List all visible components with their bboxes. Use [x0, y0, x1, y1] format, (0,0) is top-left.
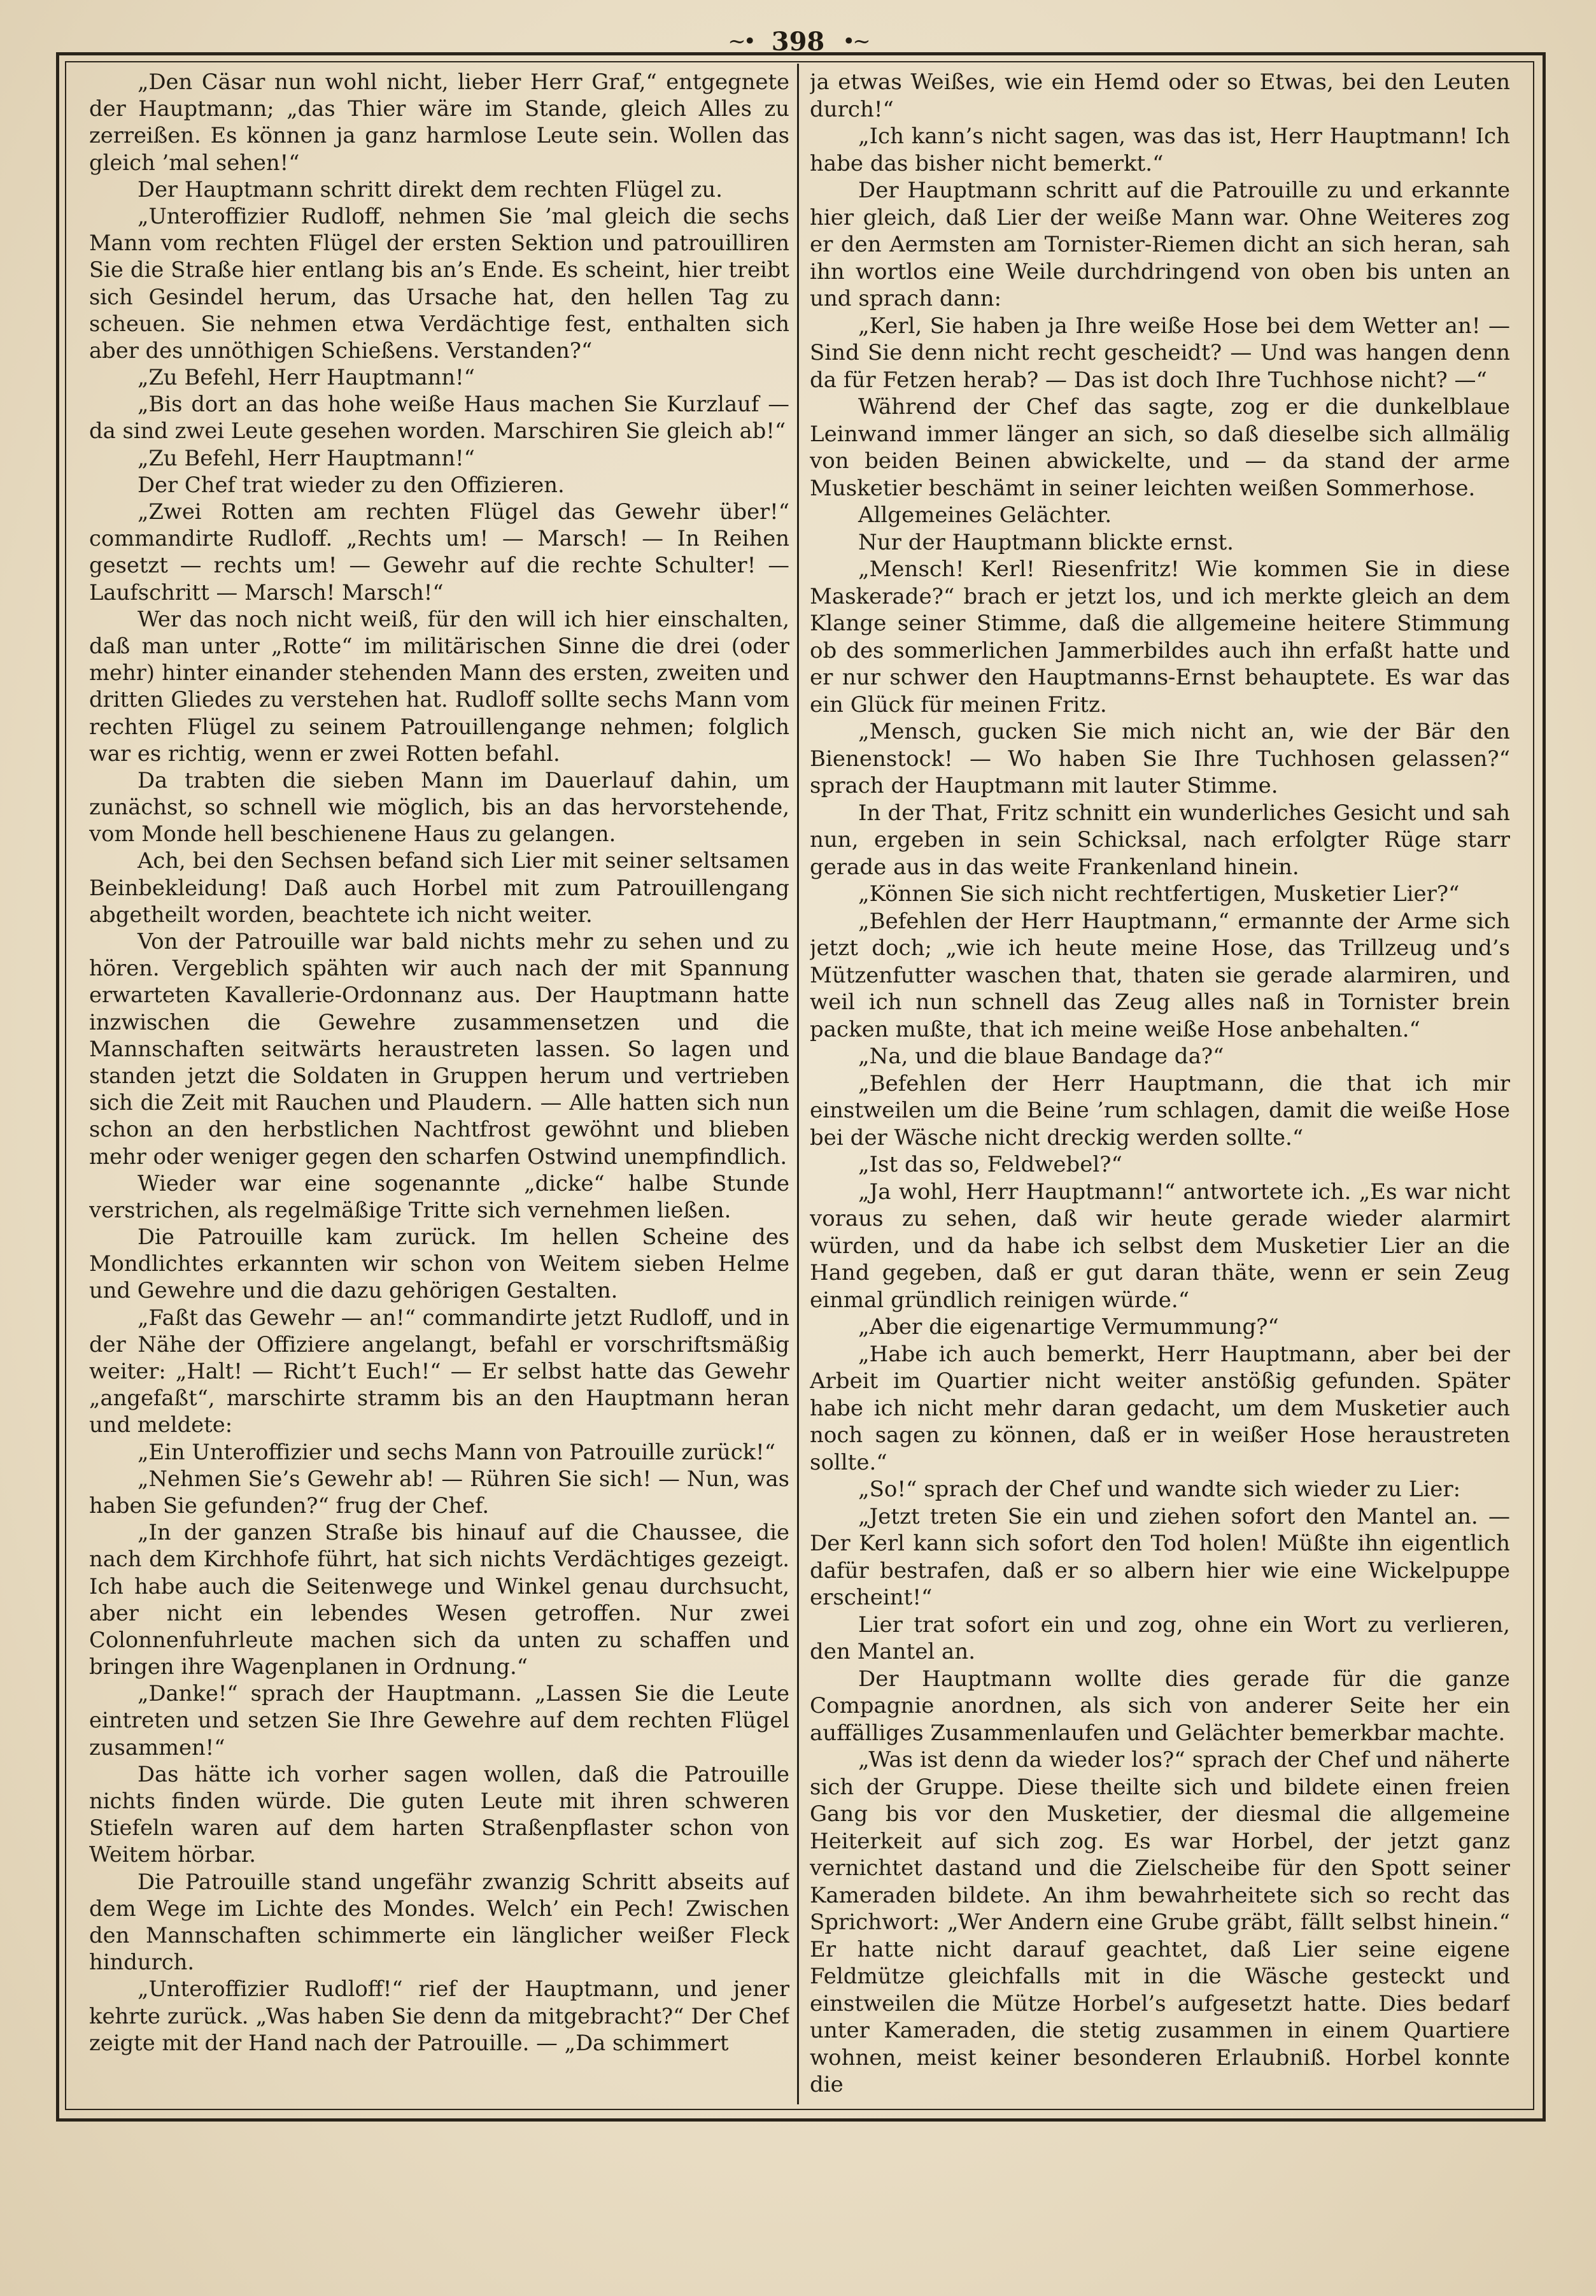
column-divider [797, 64, 799, 2104]
paragraph: Von der Patrouille war bald nichts mehr zu sehen und zu hören. Vergeblich spähten wir auch nach der mit Spannung erwarteten Kavallerie-Ordonnanz aus. Der Hauptmann hatte inzwischen die Gewehre zusammensetzen und die Mannschaften seitwärts heraustreten lassen. So lagen und standen jetzt die Soldaten in Gruppen herum und vertrieben sich die Zeit mit Rauchen und Plaudern. — Alle hatten sich nun schon an den herbstlichen Nachtfrost gewöhnt und blieben mehr oder weniger gegen den scharfen Ostwind unempfindlich. [89, 929, 789, 1169]
paragraph: „Kerl, Sie haben ja Ihre weiße Hose bei dem Wetter an! — Sind Sie denn nicht recht gescheidt? — Und was hangen denn da für Fetzen herab? — Das ist doch Ihre Tuchhose nicht? —“ [810, 313, 1510, 393]
paragraph: Allgemeines Gelächter. [858, 502, 1112, 528]
paragraph: Da trabten die sieben Mann im Dauerlauf dahin, um zunächst, so schnell wie möglich, bis an das hervorstehende, vom Monde hell beschienene Haus zu gelangen. [89, 767, 789, 847]
paragraph: Nur der Hauptmann blickte ernst. [858, 529, 1234, 555]
paragraph: „Zwei Rotten am rechten Flügel das Gewehr über!“ commandirte Rudloff. „Rechts um! — Marsch! — In Reihen gesetzt — rechts um! — Gewehr auf die rechte Schulter! — Laufschritt — Marsch! Marsch!“ [89, 499, 789, 605]
paragraph: „Zu Befehl, Herr Hauptmann!“ [138, 365, 475, 390]
paragraph: „Aber die eigenartige Vermummung?“ [858, 1314, 1279, 1340]
paragraph: „Können Sie sich nicht rechtfertigen, Musketier Lier?“ [858, 881, 1460, 907]
paragraph: Der Chef trat wieder zu den Offizieren. [138, 472, 565, 497]
paragraph: Der Hauptmann schritt auf die Patrouille zu und erkannte hier gleich, daß Lier der weiße Mann war. Ohne Weiteres zog er den Aermsten am Tornister-Riemen dicht an sich heran, sah ihn wortlos eine Weile durchdringend von oben bis unten an und sprach dann: [810, 178, 1510, 311]
paragraph: Wer das noch nicht weiß, für den will ich hier einschalten, daß man unter „Rotte“ im militärischen Sinne die drei (oder mehr) hinter einander stehenden Mann des ersten, zweiten und dritten Gliedes zu verstehen hat. Rudloff sollte sechs Mann vom rechten Flügel zu seinem Patrouillengange nehmen; folglich war es richtig, wenn er zwei Rotten befahl. [89, 606, 789, 766]
paragraph: „Den Cäsar nun wohl nicht, lieber Herr Graf,“ entgegnete der Hauptmann; „das Thier wäre im Stande, gleich Alles zu zerreißen. Es können ja ganz harmlose Leute sein. Wollen das gleich ’mal sehen!“ [89, 69, 789, 175]
paragraph: Der Hauptmann wollte dies gerade für die ganze Compagnie anordnen, als sich von anderer Seite her ein auffälliges Zusammenlaufen und Gelächter bemerkbar machte. [810, 1666, 1510, 1746]
paragraph: „Ja wohl, Herr Hauptmann!“ antwortete ich. „Es war nicht voraus zu sehen, daß wir heute gerade wieder alarmirt würden, und da habe ich selbst dem Musketier Lier an die Hand gegeben, daß er gut daran thäte, wenn er sein Zeug einmal gründlich reinigen würde.“ [810, 1179, 1510, 1313]
paragraph: „Mensch, gucken Sie mich nicht an, wie der Bär den Bienenstock! — Wo haben Sie Ihre Tuchhosen gelassen?“ sprach der Hauptmann mit lauter Stimme. [810, 719, 1510, 798]
ornament-left: ~• [728, 29, 754, 54]
paragraph: „Ich kann’s nicht sagen, was das ist, Herr Hauptmann! Ich habe das bisher nicht bemerkt.“ [810, 124, 1510, 176]
paragraph: „Zu Befehl, Herr Hauptmann!“ [138, 445, 475, 471]
paragraph: „Ist das so, Feldwebel?“ [858, 1152, 1122, 1177]
paragraph: „Mensch! Kerl! Riesenfritz! Wie kommen Sie in diese Maskerade?“ brach er jetzt los, und ich merkte gleich an dem Klange seiner Stimme, daß die allgemeine heitere Stimmung ob des sommerlichen Jammerbildes auch ihn erfaßt hatte und er nur schwer den Hauptmanns-Ernst behauptete. Es war das ein Glück für meinen Fritz. [810, 556, 1510, 718]
paragraph: „In der ganzen Straße bis hinauf auf die Chaussee, die nach dem Kirchhofe führt, hat sich nichts Verdächtiges gezeigt. Ich habe auch die Seitenwege und Winkel genau durchsucht, aber nicht ein lebendes Wesen getroffen. Nur zwei Colonnenfuhrleute machen sich da unten zu schaffen und bringen ihre Wagenplanen in Ordnung.“ [89, 1520, 789, 1680]
paragraph: „Befehlen der Herr Hauptmann, die that ich mir einstweilen um die Beine ’rum schlagen, damit die weiße Hose bei der Wäsche nicht dreckig werden sollte.“ [810, 1070, 1510, 1151]
paragraph: „Faßt das Gewehr — an!“ commandirte jetzt Rudloff, und in der Nähe der Offiziere angelangt, befahl er vorschriftsmäßig weiter: „Halt! — Richt’t Euch!“ — Er selbst hatte das Gewehr „angefaßt“, marschirte stramm bis an den Hauptmann heran und meldete: [89, 1305, 789, 1438]
paragraph: Die Patrouille kam zurück. Im hellen Scheine des Mondlichtes erkannten wir schon von Weitem sieben Helme und Gewehre und die dazu gehörigen Gestalten. [89, 1224, 789, 1303]
left-column [89, 69, 789, 2100]
paragraph: „Was ist denn da wieder los?“ sprach der Chef und näherte sich der Gruppe. Diese theilte sich und bildete einen freien Gang bis vor den Musketier, der diesmal die allgemeine Heiterkeit auf sich zog. Es war Horbel, der jetzt ganz vernichtet dastand und die Zielscheibe für den Spott seiner Kameraden bildete. An ihm bewahrheitete sich so recht das Sprichwort: „Wer Andern eine Grube gräbt, fällt selbst hinein.“ Er hatte nicht darauf geachtet, daß Lier seine eigene Feldmütze gleichfalls mit in die Wäsche gesteckt und einstweilen die Mütze Horbel’s aufgesetzt hatte. Dies bedarf unter Kameraden, die stetig zusammen in einem Quartiere wohnen, meist keiner besonderen Erlaubniß. Horbel konnte die [810, 1747, 1510, 2097]
paragraph: „Bis dort an das hohe weiße Haus machen Sie Kurzlauf — da sind zwei Leute gesehen worden. Marschiren Sie gleich ab!“ [89, 392, 789, 444]
paragraph: „Unteroffizier Rudloff!“ rief der Hauptmann, und jener kehrte zurück. „Was haben Sie denn da mitgebracht?“ Der Chef zeigte mit der Hand nach der Patrouille. — „Da schimmert [89, 1976, 789, 2055]
page-number: 398 [771, 26, 825, 57]
paragraph: Die Patrouille stand ungefähr zwanzig Schritt abseits auf dem Wege im Lichte des Mondes. Welch’ ein Pech! Zwischen den Mannschaften schimmerte ein länglicher weißer Fleck hindurch. [89, 1869, 789, 1975]
paragraph: „So!“ sprach der Chef und wandte sich wieder zu Lier: [858, 1477, 1461, 1502]
paragraph: Das hätte ich vorher sagen wollen, daß die Patrouille nichts finden würde. Die guten Leute mit ihren schweren Stiefeln waren auf dem harten Straßenpflaster schon von Weitem hörbar. [89, 1761, 789, 1867]
paragraph: In der That, Fritz schnitt ein wunderliches Gesicht und sah nun, ergeben in sein Schicksal, nach erfolgter Rüge starr gerade aus in das weite Frankenland hinein. [810, 800, 1510, 880]
paragraph: Lier trat sofort ein und zog, ohne ein Wort zu verlieren, den Mantel an. [810, 1612, 1510, 1664]
paragraph: „Befehlen der Herr Hauptmann,“ ermannte der Arme sich jetzt doch; „wie ich heute meine Hose, das Trillzeug und’s Mützenfutter waschen that, thaten sie gerade alarmiren, und weil ich nun schnell das Zeug alles naß in Tornister brein packen mußte, that ich meine weiße Hose anbehalten.“ [810, 908, 1510, 1042]
paragraph: „Unteroffizier Rudloff, nehmen Sie ’mal gleich die sechs Mann vom rechten Flügel der ersten Sektion und patrouilliren Sie die Straße hier entlang bis an’s Ende. Es scheint, hier treibt sich Gesindel herum, das Ursache hat, den hellen Tag zu scheuen. Sie nehmen etwa Verdächtige fest, enthalten sich aber des unnöthigen Schießens. Verstanden?“ [89, 203, 789, 363]
paragraph: „Danke!“ sprach der Hauptmann. „Lassen Sie die Leute eintreten und setzen Sie Ihre Gewehre auf dem rechten Flügel zusammen!“ [89, 1681, 789, 1760]
paragraph: ja etwas Weißes, wie ein Hemd oder so Etwas, bei den Leuten durch!“ [810, 69, 1510, 122]
paragraph: „Ein Unteroffizier und sechs Mann von Patrouille zurück!“ [138, 1439, 775, 1464]
paragraph: „Jetzt treten Sie ein und ziehen sofort den Mantel an. — Der Kerl kann sich sofort den Tod holen! Müßte ihn eigentlich dafür bestrafen, daß er so albern hier wie eine Wickelpuppe erscheint!“ [810, 1503, 1510, 1610]
paragraph: „Nehmen Sie’s Gewehr ab! — Rühren Sie sich! — Nun, was haben Sie gefunden?“ frug der Chef. [89, 1466, 789, 1518]
paragraph: „Na, und die blaue Bandage da?“ [858, 1044, 1224, 1069]
paragraph: Der Hauptmann schritt direkt dem rechten Flügel zu. [138, 176, 723, 202]
paragraph: Wieder war eine sogenannte „dicke“ halbe Stunde verstrichen, als regelmäßige Tritte sich vernehmen ließen. [89, 1170, 789, 1222]
ornament-right: •~ [842, 29, 868, 54]
paragraph: Während der Chef das sagte, zog er die dunkelblaue Leinwand immer länger an sich, so daß dieselbe sich allmälig von beiden Beinen abwickelte, und — da stand der arme Musketier beschämt in seiner leichten weißen Sommerhose. [810, 394, 1510, 501]
right-column [810, 69, 1510, 2100]
paragraph: „Habe ich auch bemerkt, Herr Hauptmann, aber bei der Arbeit im Quartier nicht weiter anstößig gefunden. Später habe ich nicht mehr daran gedacht, um dem Musketier auch noch sagen zu können, daß er in weißer Hose heraustreten sollte.“ [810, 1341, 1510, 1475]
paragraph: Ach, bei den Sechsen befand sich Lier mit seiner seltsamen Beinbekleidung! Daß auch Horbel mit zum Patrouillengang abgetheilt worden, beachtete ich nicht weiter. [89, 848, 789, 927]
